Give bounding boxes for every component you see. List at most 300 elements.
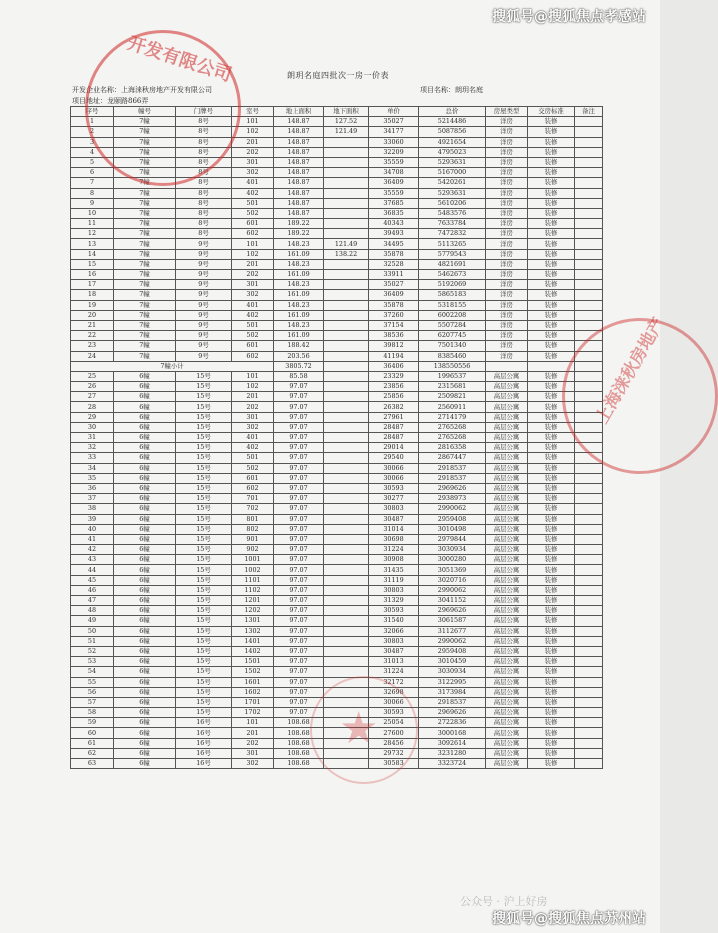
table-cell: 装修 — [528, 677, 575, 687]
table-cell: 高层公寓 — [486, 392, 528, 402]
table-row — [71, 687, 603, 697]
table-cell: 20 — [71, 310, 114, 320]
table-cell: 洋房 — [486, 351, 528, 361]
table-cell: 56 — [71, 687, 114, 697]
table-row — [71, 382, 603, 392]
table-cell: 35559 — [369, 188, 419, 198]
table-cell: 45 — [71, 575, 114, 585]
table-cell: 高层公寓 — [486, 453, 528, 463]
table-cell: 15号 — [176, 657, 232, 667]
table-cell: 102 — [232, 249, 274, 259]
table-cell: 302 — [232, 759, 274, 769]
table-cell — [575, 606, 603, 616]
table-cell: 97.07 — [274, 534, 324, 544]
table-cell: 6幢 — [114, 738, 176, 748]
table-cell: 装修 — [528, 259, 575, 269]
table-cell: 30803 — [369, 504, 419, 514]
table-cell: 34 — [71, 463, 114, 473]
table-cell: 101 — [232, 239, 274, 249]
table-cell: 36409 — [369, 178, 419, 188]
table-cell: 26382 — [369, 402, 419, 412]
table-cell: 8号 — [176, 178, 232, 188]
table-cell — [324, 565, 369, 575]
table-cell: 15号 — [176, 473, 232, 483]
table-cell: 6幢 — [114, 697, 176, 707]
table-row — [71, 270, 603, 280]
table-cell: 401 — [232, 433, 274, 443]
table-cell: 3051369 — [419, 565, 486, 575]
table-cell: 装修 — [528, 188, 575, 198]
table-cell — [324, 382, 369, 392]
table-cell: 54 — [71, 667, 114, 677]
table-cell: 6幢 — [114, 667, 176, 677]
table-cell: 1302 — [232, 626, 274, 636]
table-cell: 装修 — [528, 300, 575, 310]
table-cell: 6幢 — [114, 545, 176, 555]
table-cell: 高层公寓 — [486, 585, 528, 595]
table-cell: 高层公寓 — [486, 606, 528, 616]
table-cell: 3323724 — [419, 759, 486, 769]
table-cell: 高层公寓 — [486, 524, 528, 534]
table-row — [71, 697, 603, 707]
table-cell: 201 — [232, 137, 274, 147]
table-cell: 9号 — [176, 331, 232, 341]
table-cell: 5779543 — [419, 249, 486, 259]
table-cell — [324, 483, 369, 493]
table-cell: 1996537 — [419, 371, 486, 381]
table-cell: 洋房 — [486, 341, 528, 351]
table-cell: 35878 — [369, 249, 419, 259]
table-cell: 9号 — [176, 270, 232, 280]
table-cell: 7幢 — [114, 147, 176, 157]
table-cell: 7幢 — [114, 341, 176, 351]
table-cell: 15号 — [176, 708, 232, 718]
table-cell — [575, 117, 603, 127]
table-cell: 37154 — [369, 320, 419, 330]
table-cell: 7472832 — [419, 229, 486, 239]
table-cell: 2867447 — [419, 453, 486, 463]
table-cell: 6幢 — [114, 412, 176, 422]
table-cell: 602 — [232, 483, 274, 493]
table-cell: 5293631 — [419, 188, 486, 198]
table-cell: 148.87 — [274, 178, 324, 188]
table-cell: 301 — [232, 748, 274, 758]
table-cell: 8号 — [176, 229, 232, 239]
table-cell: 46 — [71, 585, 114, 595]
table-cell — [575, 565, 603, 575]
subtotal-row — [71, 361, 603, 371]
table-cell: 装修 — [528, 585, 575, 595]
table-cell: 高层公寓 — [486, 545, 528, 555]
table-cell: 202 — [232, 738, 274, 748]
table-cell: 7幢 — [114, 208, 176, 218]
table-cell: 3020716 — [419, 575, 486, 585]
table-cell — [575, 402, 603, 412]
table-cell: 97.07 — [274, 646, 324, 656]
table-cell: 7幢 — [114, 117, 176, 127]
table-cell: 16号 — [176, 748, 232, 758]
table-cell: 138.22 — [324, 249, 369, 259]
table-cell: 6幢 — [114, 555, 176, 565]
table-cell: 23856 — [369, 382, 419, 392]
table-cell: 148.87 — [274, 147, 324, 157]
table-cell: 21 — [71, 320, 114, 330]
table-cell: 32 — [71, 443, 114, 453]
table-cell: 30698 — [369, 534, 419, 544]
table-cell — [324, 504, 369, 514]
table-cell: 601 — [232, 341, 274, 351]
column-header: 序号 — [71, 107, 114, 117]
table-cell: 高层公寓 — [486, 371, 528, 381]
table-cell: 43 — [71, 555, 114, 565]
table-cell: 2990062 — [419, 585, 486, 595]
table-cell: 5865183 — [419, 290, 486, 300]
table-row — [71, 708, 603, 718]
table-cell — [324, 188, 369, 198]
table-cell: 29 — [71, 412, 114, 422]
table-cell: 97.07 — [274, 555, 324, 565]
table-cell: 108.68 — [274, 759, 324, 769]
table-cell — [575, 667, 603, 677]
table-cell: 1301 — [232, 616, 274, 626]
table-cell: 41 — [71, 534, 114, 544]
table-cell: 97.07 — [274, 433, 324, 443]
table-cell: 97.07 — [274, 657, 324, 667]
table-row — [71, 494, 603, 504]
table-cell — [575, 596, 603, 606]
table-cell — [575, 575, 603, 585]
table-cell: 29014 — [369, 443, 419, 453]
table-cell: 装修 — [528, 453, 575, 463]
table-cell: 7幢 — [114, 351, 176, 361]
table-cell: 31329 — [369, 596, 419, 606]
table-cell — [324, 259, 369, 269]
table-cell: 5483576 — [419, 208, 486, 218]
table-cell: 9号 — [176, 341, 232, 351]
table-cell: 59 — [71, 718, 114, 728]
table-cell — [575, 168, 603, 178]
table-cell: 51 — [71, 636, 114, 646]
table-cell: 15号 — [176, 606, 232, 616]
table-cell: 洋房 — [486, 310, 528, 320]
table-cell: 2765268 — [419, 433, 486, 443]
table-cell: 5420261 — [419, 178, 486, 188]
table-cell: 62 — [71, 748, 114, 758]
table-cell: 13 — [71, 239, 114, 249]
table-cell: 洋房 — [486, 137, 528, 147]
table-cell: 108.68 — [274, 738, 324, 748]
table-cell: 装修 — [528, 596, 575, 606]
table-cell: 6幢 — [114, 748, 176, 758]
table-cell — [575, 382, 603, 392]
table-cell: 148.23 — [274, 300, 324, 310]
table-cell: 9 — [71, 198, 114, 208]
table-cell: 洋房 — [486, 239, 528, 249]
table-cell — [324, 320, 369, 330]
table-cell: 6002208 — [419, 310, 486, 320]
table-cell: 301 — [232, 280, 274, 290]
table-cell — [575, 178, 603, 188]
table-cell: 60 — [71, 728, 114, 738]
table-row — [71, 239, 603, 249]
table-cell: 2765268 — [419, 422, 486, 432]
table-cell: 57 — [71, 697, 114, 707]
table-cell: 15号 — [176, 443, 232, 453]
table-cell: 301 — [232, 412, 274, 422]
table-row — [71, 728, 603, 738]
table-cell: 高层公寓 — [486, 708, 528, 718]
table-cell: 8 — [71, 188, 114, 198]
table-cell: 36835 — [369, 208, 419, 218]
table-cell: 8号 — [176, 198, 232, 208]
table-cell — [575, 127, 603, 137]
table-cell: 37685 — [369, 198, 419, 208]
table-cell: 902 — [232, 545, 274, 555]
table-cell: 302 — [232, 168, 274, 178]
table-cell: 3000280 — [419, 555, 486, 565]
table-cell: 8号 — [176, 147, 232, 157]
table-cell — [324, 728, 369, 738]
table-cell: 148.23 — [274, 320, 324, 330]
table-cell — [324, 677, 369, 687]
table-cell: 97.07 — [274, 443, 324, 453]
table-row — [71, 667, 603, 677]
table-cell: 装修 — [528, 117, 575, 127]
table-cell: 8385460 — [419, 351, 486, 361]
table-cell — [575, 137, 603, 147]
table-cell: 3061587 — [419, 616, 486, 626]
table-cell — [575, 320, 603, 330]
project-label: 项目名称：朗玥名庭 — [420, 86, 483, 94]
table-cell: 37260 — [369, 310, 419, 320]
table-cell: 202 — [232, 402, 274, 412]
table-cell: 装修 — [528, 382, 575, 392]
table-cell: 15号 — [176, 453, 232, 463]
table-cell: 洋房 — [486, 178, 528, 188]
table-cell — [324, 168, 369, 178]
table-cell: 41194 — [369, 351, 419, 361]
table-cell: 301 — [232, 157, 274, 167]
table-row — [71, 412, 603, 422]
table-cell: 202 — [232, 147, 274, 157]
table-cell — [575, 208, 603, 218]
table-cell: 1502 — [232, 667, 274, 677]
table-cell: 53 — [71, 657, 114, 667]
table-cell: 14 — [71, 249, 114, 259]
table-cell: 装修 — [528, 616, 575, 626]
table-row — [71, 738, 603, 748]
table-cell — [324, 545, 369, 555]
table-cell — [324, 341, 369, 351]
table-cell: 15号 — [176, 585, 232, 595]
subtotal-cell — [486, 361, 528, 371]
table-cell: 6幢 — [114, 433, 176, 443]
table-cell: 17 — [71, 280, 114, 290]
table-cell: 7幢 — [114, 168, 176, 178]
table-cell: 55 — [71, 677, 114, 687]
table-cell: 108.68 — [274, 728, 324, 738]
table-cell: 34177 — [369, 127, 419, 137]
table-row — [71, 453, 603, 463]
table-cell: 161.09 — [274, 270, 324, 280]
table-cell: 高层公寓 — [486, 728, 528, 738]
table-cell: 15号 — [176, 687, 232, 697]
table-cell: 装修 — [528, 463, 575, 473]
table-cell: 6幢 — [114, 585, 176, 595]
table-cell: 42 — [71, 545, 114, 555]
table-cell: 装修 — [528, 575, 575, 585]
table-cell: 30066 — [369, 463, 419, 473]
table-cell: 302 — [232, 422, 274, 432]
table-cell: 33 — [71, 453, 114, 463]
table-cell — [324, 198, 369, 208]
table-cell: 6幢 — [114, 626, 176, 636]
table-cell: 2722836 — [419, 718, 486, 728]
table-cell: 9号 — [176, 351, 232, 361]
table-cell — [324, 606, 369, 616]
table-cell: 装修 — [528, 433, 575, 443]
table-cell — [575, 331, 603, 341]
table-cell: 40 — [71, 524, 114, 534]
table-header-row — [71, 107, 603, 117]
table-cell: 701 — [232, 494, 274, 504]
table-cell — [324, 534, 369, 544]
column-header: 备注 — [575, 107, 603, 117]
table-cell: 高层公寓 — [486, 402, 528, 412]
table-cell: 高层公寓 — [486, 433, 528, 443]
table-cell — [324, 453, 369, 463]
table-cell — [575, 616, 603, 626]
table-cell: 6幢 — [114, 606, 176, 616]
table-cell: 高层公寓 — [486, 636, 528, 646]
table-cell: 2509821 — [419, 392, 486, 402]
table-cell: 15号 — [176, 412, 232, 422]
table-cell: 25856 — [369, 392, 419, 402]
table-cell — [324, 555, 369, 565]
table-cell: 5167000 — [419, 168, 486, 178]
table-cell: 15号 — [176, 545, 232, 555]
document-title: 朗玥名庭四批次一房一价表 — [287, 71, 389, 80]
table-cell: 2990062 — [419, 504, 486, 514]
table-cell: 4795023 — [419, 147, 486, 157]
table-row — [71, 646, 603, 656]
table-cell: 901 — [232, 534, 274, 544]
table-cell: 装修 — [528, 626, 575, 636]
table-cell: 97.07 — [274, 626, 324, 636]
table-cell — [575, 483, 603, 493]
table-cell: 44 — [71, 565, 114, 575]
table-cell: 58 — [71, 708, 114, 718]
table-cell: 15号 — [176, 565, 232, 575]
table-cell: 31224 — [369, 545, 419, 555]
table-cell: 洋房 — [486, 157, 528, 167]
table-cell: 15号 — [176, 555, 232, 565]
table-cell — [575, 657, 603, 667]
table-cell — [324, 473, 369, 483]
table-row — [71, 392, 603, 402]
table-cell: 洋房 — [486, 290, 528, 300]
table-cell: 3000168 — [419, 728, 486, 738]
table-cell: 9号 — [176, 320, 232, 330]
table-cell: 11 — [71, 219, 114, 229]
table-cell — [324, 310, 369, 320]
subtotal-cell: 138550556 — [419, 361, 486, 371]
table-cell: 30803 — [369, 585, 419, 595]
table-cell: 装修 — [528, 168, 575, 178]
table-cell: 148.87 — [274, 127, 324, 137]
table-cell — [575, 422, 603, 432]
table-cell: 33060 — [369, 137, 419, 147]
table-cell: 高层公寓 — [486, 596, 528, 606]
table-cell: 30 — [71, 422, 114, 432]
table-cell: 97.07 — [274, 636, 324, 646]
table-cell: 装修 — [528, 636, 575, 646]
table-cell — [575, 341, 603, 351]
table-cell — [575, 259, 603, 269]
table-cell: 161.09 — [274, 310, 324, 320]
table-cell: 7幢 — [114, 259, 176, 269]
table-row — [71, 422, 603, 432]
table-cell: 15号 — [176, 422, 232, 432]
table-cell — [324, 667, 369, 677]
table-cell — [324, 147, 369, 157]
table-row — [71, 443, 603, 453]
table-cell: 1002 — [232, 565, 274, 575]
table-cell: 9号 — [176, 239, 232, 249]
table-cell: 高层公寓 — [486, 473, 528, 483]
table-cell: 2959408 — [419, 514, 486, 524]
table-cell: 401 — [232, 300, 274, 310]
table-cell: 6幢 — [114, 494, 176, 504]
table-row — [71, 596, 603, 606]
table-cell: 1101 — [232, 575, 274, 585]
table-cell — [575, 412, 603, 422]
table-cell: 装修 — [528, 219, 575, 229]
table-row — [71, 759, 603, 769]
table-row — [71, 208, 603, 218]
table-cell: 4921654 — [419, 137, 486, 147]
table-cell: 3010459 — [419, 657, 486, 667]
table-cell: 35559 — [369, 157, 419, 167]
table-cell — [575, 443, 603, 453]
table-cell: 108.68 — [274, 718, 324, 728]
table-cell: 6幢 — [114, 524, 176, 534]
wechat-watermark: 公众号 · 沪上好房 — [460, 895, 548, 908]
table-cell: 2315681 — [419, 382, 486, 392]
table-cell: 85.58 — [274, 371, 324, 381]
table-body — [71, 117, 603, 769]
table-row — [71, 147, 603, 157]
table-cell: 7501340 — [419, 341, 486, 351]
table-cell — [575, 687, 603, 697]
brand-watermark-bottom: 搜狐号@搜狐焦点苏州站 — [492, 911, 646, 927]
table-cell: 32698 — [369, 687, 419, 697]
table-cell: 装修 — [528, 310, 575, 320]
table-cell — [575, 677, 603, 687]
table-row — [71, 341, 603, 351]
table-cell: 7幢 — [114, 239, 176, 249]
table-cell — [324, 759, 369, 769]
table-cell — [324, 616, 369, 626]
table-cell: 8号 — [176, 208, 232, 218]
table-cell: 6幢 — [114, 565, 176, 575]
table-cell: 6幢 — [114, 636, 176, 646]
table-cell: 2918537 — [419, 463, 486, 473]
table-cell: 5214486 — [419, 117, 486, 127]
table-cell: 洋房 — [486, 168, 528, 178]
table-cell: 30593 — [369, 606, 419, 616]
table-row — [71, 748, 603, 758]
